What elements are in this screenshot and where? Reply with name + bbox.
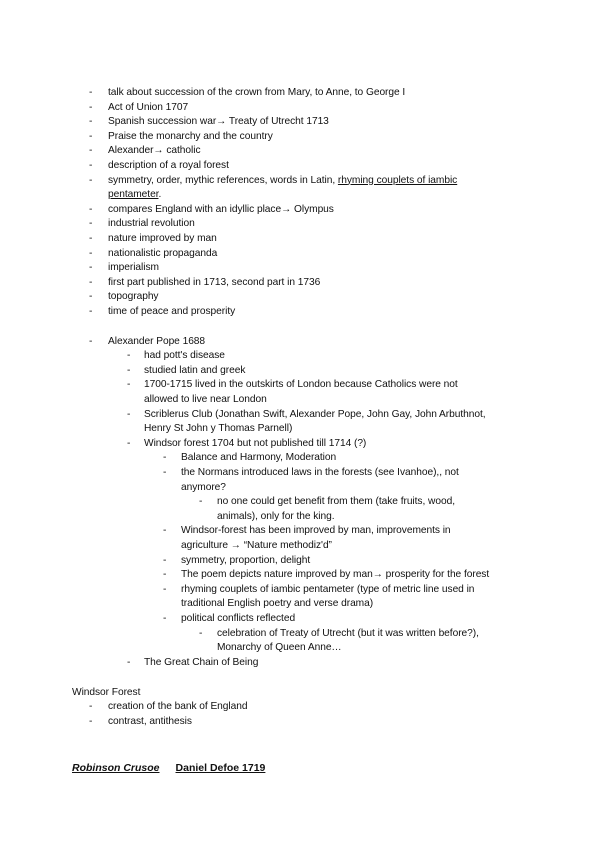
section-heading [72,761,265,776]
bullet-dash: - [89,160,93,171]
section-title: Alexander Pope 1688 [108,335,206,347]
list-item: no one could get benefit from them (take fruits, wood, [217,496,455,508]
bullet-dash: - [127,656,131,668]
bullet-dash: - [163,583,167,595]
bullet-dash: - [163,612,167,624]
bullet-dash: - [89,335,93,347]
bullet-dash: - [89,130,93,142]
bullet-dash: - [127,379,131,391]
list-item: first part published in 1713, second part in 1736 [108,276,321,288]
bullet-dash: - [127,408,131,420]
list-item: industrial revolution [108,218,195,230]
list-item: compares England with an idyllic place→ Olympus [108,203,334,215]
list-item: Windsor-forest has been improved by man, improvements in [181,525,451,537]
bullet-dash: - [127,437,131,449]
list-item: creation of the bank of England [108,701,248,713]
bullet-dash: - [127,350,131,362]
list-item-continuation: anymore? [181,481,226,493]
book-title: Robinson Crusoe [72,762,160,774]
bullet-dash: - [89,262,93,274]
list-item-continuation: animals), only for the king. [217,510,335,522]
list-item-continuation: agriculture → “Nature methodiz'd” [181,539,332,551]
list-item: Balance and Harmony, Moderation [181,452,337,464]
list-item: political conflicts reflected [181,612,296,624]
list-item-continuation: Monarchy of Queen Anne… [217,642,342,654]
list-item [108,174,457,189]
bullet-dash: - [89,116,93,128]
list-item-text: symmetry, order, mythic references, words in Latin, [108,174,338,186]
list-item: rhyming couplets of iambic pentameter (type of metric line used in [181,583,475,595]
bullet-dash: - [89,218,93,230]
list-item: The Great Chain of Being [144,656,259,668]
bullet-dash: - [89,276,93,288]
bullet-dash: - [89,701,93,713]
list-item: description of a royal forest [108,160,229,171]
bullet-dash: - [89,715,93,727]
list-item-continuation: allowed to live near London [144,393,267,405]
list-item-continuation: traditional English poetry and verse drama) [181,598,374,610]
list-item: imperialism [108,262,159,274]
list-item-continuation: Henry St John y Thomas Parnell) [144,423,293,435]
bullet-dash: - [89,233,93,244]
list-item: studied latin and greek [144,364,246,376]
bullet-dash: - [89,174,93,186]
bullet-dash: - [163,569,167,581]
list-item: nationalistic propaganda [108,247,218,259]
list-item: topography [108,291,159,303]
bullet-dash: - [127,364,131,376]
section-title: Windsor Forest [72,686,141,698]
list-item: 1700-1715 lived in the outskirts of London because Catholics were not [144,379,458,391]
list-item: Scriblerus Club (Jonathan Swift, Alexander Pope, John Gay, John Arbuthnot, [144,408,486,420]
book-author: Daniel Defoe 1719 [175,762,266,774]
bullet-dash: - [89,145,93,157]
bullet-dash: - [163,525,167,537]
bullet-dash: - [89,306,93,317]
list-item: talk about succession of the crown from Mary, to Anne, to George I [108,87,406,98]
list-item-continuation [108,188,161,203]
list-item: time of peace and prosperity [108,306,236,317]
underlined-text: pentameter [108,189,159,201]
list-item: The poem depicts nature improved by man→ prosperity for the forest [181,569,490,581]
list-item: symmetry, proportion, delight [181,554,311,566]
bullet-dash: - [89,291,93,303]
bullet-dash: - [89,101,93,113]
bullet-dash: - [89,87,93,98]
list-item: Praise the monarchy and the country [108,130,273,142]
list-item: Act of Union 1707 [108,101,189,113]
bullet-dash: - [163,466,167,478]
list-item: Spanish succession war→ Treaty of Utrecht 1713 [108,116,329,128]
bullet-dash: - [199,496,203,508]
list-item-text: . [158,189,162,201]
list-item: Windsor forest 1704 but not published till 1714 (?) [144,437,367,449]
bullet-dash: - [89,247,93,259]
list-item: the Normans introduced laws in the forests (see Ivanhoe),, not [181,466,459,478]
bullet-dash: - [163,452,167,464]
bullet-dash: - [199,627,203,639]
list-item: contrast, antithesis [108,715,192,727]
list-item: Alexander→ catholic [108,145,201,157]
list-item: celebration of Treaty of Utrecht (but it was written before?), [217,627,479,639]
underlined-text: rhyming couplets of iambic [337,174,458,186]
list-item: nature improved by man [108,233,217,244]
list-item: had pott's disease [144,350,225,362]
bullet-dash: - [89,203,93,215]
bullet-dash: - [163,554,167,566]
